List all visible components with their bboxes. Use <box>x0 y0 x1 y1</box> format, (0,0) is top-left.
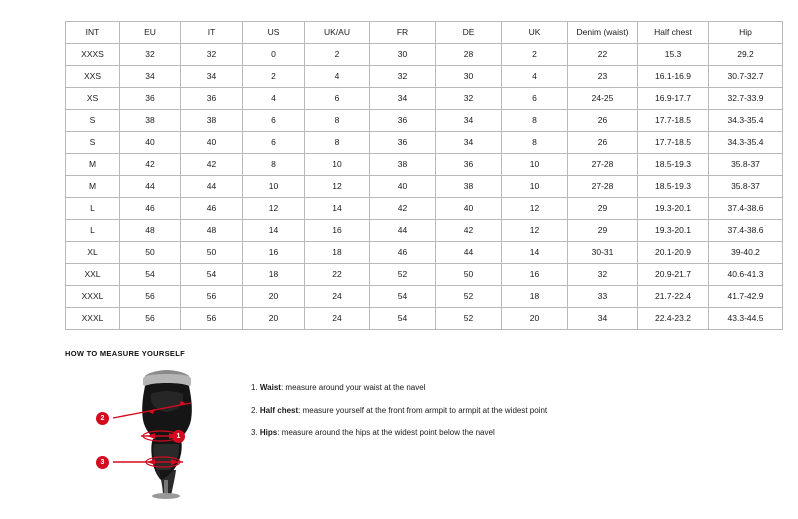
column-header-us: US <box>243 22 305 44</box>
cell: 35.8-37 <box>709 176 783 198</box>
cell: XXS <box>66 66 120 88</box>
cell: 8 <box>243 154 305 176</box>
cell: L <box>66 198 120 220</box>
cell: 28 <box>436 44 502 66</box>
cell: 33 <box>568 286 638 308</box>
note-text: : measure around the hips at the widest point below the navel <box>277 428 495 438</box>
table-row <box>66 176 783 198</box>
cell: 42 <box>436 220 502 242</box>
cell: 34.3-35.4 <box>709 132 783 154</box>
cell: 6 <box>243 110 305 132</box>
cell: 42 <box>120 154 181 176</box>
cell: 4 <box>243 88 305 110</box>
cell: 6 <box>243 132 305 154</box>
cell: 20 <box>243 308 305 330</box>
cell: XXXL <box>66 308 120 330</box>
cell: 12 <box>502 198 568 220</box>
cell: 34.3-35.4 <box>709 110 783 132</box>
cell: 56 <box>120 286 181 308</box>
table-row <box>66 88 783 110</box>
column-header-fr: FR <box>370 22 436 44</box>
cell: 48 <box>181 220 243 242</box>
cell: 6 <box>502 88 568 110</box>
cell: 17.7-18.5 <box>638 110 709 132</box>
cell: 27-28 <box>568 154 638 176</box>
cell: 10 <box>502 154 568 176</box>
table-row <box>66 198 783 220</box>
cell: 19.3-20.1 <box>638 220 709 242</box>
cell: 54 <box>370 308 436 330</box>
cell: 34 <box>436 132 502 154</box>
cell: 20.1-20.9 <box>638 242 709 264</box>
measure-notes-list <box>251 370 547 451</box>
measure-note-hips <box>251 428 547 438</box>
note-term: Hips <box>259 428 278 438</box>
table-row <box>66 264 783 286</box>
cell: 37.4-38.6 <box>709 220 783 242</box>
cell: 40 <box>120 132 181 154</box>
cell: 20 <box>243 286 305 308</box>
cell: 36 <box>370 132 436 154</box>
marker-1-waist: 1 <box>172 430 185 443</box>
cell: 39-40.2 <box>709 242 783 264</box>
cell: 34 <box>120 66 181 88</box>
note-term: Waist <box>259 383 281 392</box>
cell: 38 <box>436 176 502 198</box>
measure-note-waist <box>251 383 547 393</box>
cell: 18 <box>243 264 305 286</box>
note-text: : measure around your waist at the navel <box>280 383 426 392</box>
cell: 16.1-16.9 <box>638 66 709 88</box>
cell: 22.4-23.2 <box>638 308 709 330</box>
cell: 43.3-44.5 <box>709 308 783 330</box>
cell: 52 <box>436 286 502 308</box>
cell: 14 <box>502 242 568 264</box>
cell: 20 <box>502 308 568 330</box>
cell: 2 <box>243 66 305 88</box>
cell: 42 <box>370 198 436 220</box>
cell: 50 <box>120 242 181 264</box>
column-header-eu: EU <box>120 22 181 44</box>
how-to-measure-section <box>65 349 745 500</box>
cell: XXXS <box>66 44 120 66</box>
cell: 44 <box>370 220 436 242</box>
cell: 38 <box>181 110 243 132</box>
cell: 34 <box>181 66 243 88</box>
cell: 36 <box>120 88 181 110</box>
note-number: 1. <box>251 383 258 392</box>
cell: 26 <box>568 132 638 154</box>
cell: 30 <box>370 44 436 66</box>
cell: 16 <box>243 242 305 264</box>
cell: 15.3 <box>638 44 709 66</box>
cell: 24 <box>305 308 370 330</box>
cell: L <box>66 220 120 242</box>
table-row <box>66 44 783 66</box>
cell: 41.7-42.9 <box>709 286 783 308</box>
cell: S <box>66 132 120 154</box>
column-header-int: INT <box>66 22 120 44</box>
column-header-hip: Hip <box>709 22 783 44</box>
cell: 21.7-22.4 <box>638 286 709 308</box>
cell: 48 <box>120 220 181 242</box>
cell: 2 <box>502 44 568 66</box>
cell: 36 <box>181 88 243 110</box>
cell: 10 <box>502 176 568 198</box>
marker-2-half-chest: 2 <box>96 412 109 425</box>
cell: 52 <box>436 308 502 330</box>
table-row <box>66 242 783 264</box>
mannequin-figure-icon <box>103 370 233 500</box>
cell: 32.7-33.9 <box>709 88 783 110</box>
cell: 14 <box>243 220 305 242</box>
cell: 27-28 <box>568 176 638 198</box>
cell: 32 <box>436 88 502 110</box>
cell: 44 <box>181 176 243 198</box>
table-row <box>66 132 783 154</box>
column-header-it: IT <box>181 22 243 44</box>
cell: 18.5-19.3 <box>638 176 709 198</box>
cell: 38 <box>120 110 181 132</box>
cell: 32 <box>568 264 638 286</box>
table-row <box>66 66 783 88</box>
cell: 26 <box>568 110 638 132</box>
cell: 23 <box>568 66 638 88</box>
cell: XXXL <box>66 286 120 308</box>
column-header-uk: UK <box>502 22 568 44</box>
cell: 44 <box>436 242 502 264</box>
cell: 8 <box>305 132 370 154</box>
cell: 35.8-37 <box>709 154 783 176</box>
cell: 29 <box>568 198 638 220</box>
cell: 4 <box>502 66 568 88</box>
cell: 16 <box>502 264 568 286</box>
cell: 54 <box>120 264 181 286</box>
cell: 8 <box>502 132 568 154</box>
cell: 24 <box>305 286 370 308</box>
cell: XS <box>66 88 120 110</box>
cell: 32 <box>181 44 243 66</box>
measure-note-half-chest <box>251 406 547 416</box>
cell: 56 <box>181 286 243 308</box>
cell: 54 <box>370 286 436 308</box>
cell: 40 <box>436 198 502 220</box>
cell: 46 <box>181 198 243 220</box>
cell: 30-31 <box>568 242 638 264</box>
cell: 30 <box>436 66 502 88</box>
cell: 10 <box>243 176 305 198</box>
cell: 42 <box>181 154 243 176</box>
table-row <box>66 220 783 242</box>
cell: M <box>66 154 120 176</box>
cell: 29 <box>568 220 638 242</box>
cell: 22 <box>305 264 370 286</box>
column-header-half-chest: Half chest <box>638 22 709 44</box>
cell: 18 <box>305 242 370 264</box>
cell: 36 <box>370 110 436 132</box>
table-row <box>66 286 783 308</box>
how-to-measure-body <box>65 370 745 500</box>
cell: 32 <box>370 66 436 88</box>
cell: 40 <box>370 176 436 198</box>
cell: 4 <box>305 66 370 88</box>
cell: 52 <box>370 264 436 286</box>
cell: 50 <box>181 242 243 264</box>
column-header-denim-waist: Denim (waist) <box>568 22 638 44</box>
cell: 18 <box>502 286 568 308</box>
cell: 29.2 <box>709 44 783 66</box>
cell: 34 <box>436 110 502 132</box>
cell: 2 <box>305 44 370 66</box>
size-conversion-table <box>65 21 783 330</box>
cell: 32 <box>120 44 181 66</box>
cell: 12 <box>243 198 305 220</box>
cell: 24-25 <box>568 88 638 110</box>
cell: 0 <box>243 44 305 66</box>
cell: 10 <box>305 154 370 176</box>
table-row <box>66 308 783 330</box>
note-number: 3. <box>251 428 258 438</box>
cell: 40.6-41.3 <box>709 264 783 286</box>
cell: XXL <box>66 264 120 286</box>
cell: 44 <box>120 176 181 198</box>
cell: 46 <box>370 242 436 264</box>
cell: 8 <box>502 110 568 132</box>
note-number: 2. <box>251 405 258 415</box>
cell: 30.7-32.7 <box>709 66 783 88</box>
cell: 14 <box>305 198 370 220</box>
cell: 18.5-19.3 <box>638 154 709 176</box>
cell: 54 <box>181 264 243 286</box>
marker-3-hips: 3 <box>96 456 109 469</box>
cell: 46 <box>120 198 181 220</box>
note-term: Half chest <box>259 405 299 415</box>
cell: 36 <box>436 154 502 176</box>
cell: S <box>66 110 120 132</box>
size-table-container <box>65 21 764 330</box>
table-row <box>66 154 783 176</box>
cell: 34 <box>370 88 436 110</box>
table-row <box>66 110 783 132</box>
how-to-measure-title: HOW TO MEASURE YOURSELF <box>65 349 185 358</box>
cell: 38 <box>370 154 436 176</box>
cell: 19.3-20.1 <box>638 198 709 220</box>
cell: XL <box>66 242 120 264</box>
table-header-row <box>66 22 783 44</box>
cell: 40 <box>181 132 243 154</box>
column-header-de: DE <box>436 22 502 44</box>
cell: 20.9-21.7 <box>638 264 709 286</box>
cell: 8 <box>305 110 370 132</box>
cell: 12 <box>305 176 370 198</box>
cell: 22 <box>568 44 638 66</box>
cell: 56 <box>120 308 181 330</box>
cell: 17.7-18.5 <box>638 132 709 154</box>
cell: 37.4-38.6 <box>709 198 783 220</box>
cell: 6 <box>305 88 370 110</box>
cell: 56 <box>181 308 243 330</box>
cell: 50 <box>436 264 502 286</box>
cell: M <box>66 176 120 198</box>
cell: 16 <box>305 220 370 242</box>
cell: 34 <box>568 308 638 330</box>
cell: 12 <box>502 220 568 242</box>
mannequin-illustration <box>100 370 233 500</box>
column-header-ukau: UK/AU <box>305 22 370 44</box>
note-text: : measure yourself at the front from armpit to armpit at the widest point <box>298 405 548 415</box>
cell: 16.9-17.7 <box>638 88 709 110</box>
